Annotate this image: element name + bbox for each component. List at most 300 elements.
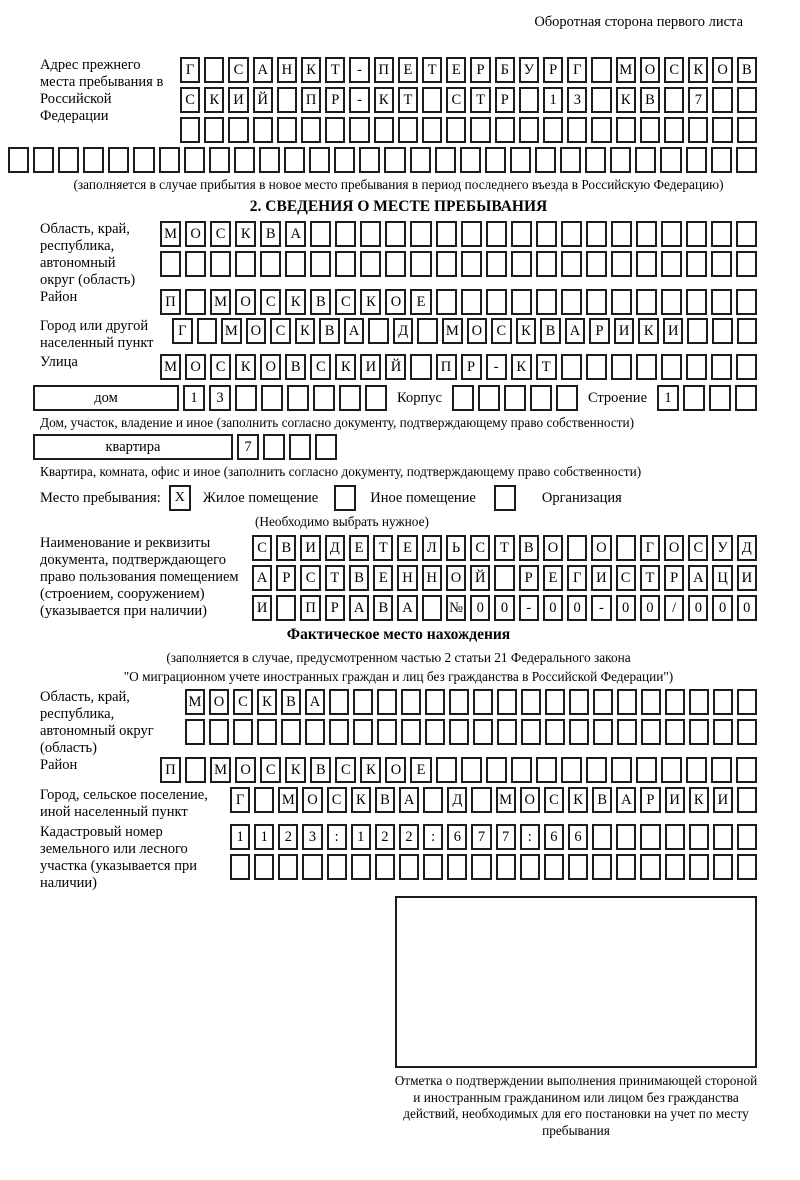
- char-cell[interactable]: 1: [230, 824, 250, 850]
- char-cell[interactable]: 0: [470, 595, 490, 621]
- char-cell[interactable]: [486, 289, 507, 315]
- char-cell[interactable]: [497, 689, 517, 715]
- char-cell[interactable]: М: [496, 787, 516, 813]
- char-cell[interactable]: [284, 147, 305, 173]
- char-cell[interactable]: 0: [737, 595, 757, 621]
- char-cell[interactable]: В: [285, 354, 306, 380]
- char-cell[interactable]: [712, 87, 732, 113]
- char-cell[interactable]: О: [640, 57, 660, 83]
- char-cell[interactable]: В: [260, 221, 281, 247]
- char-cell[interactable]: К: [285, 757, 306, 783]
- char-cell[interactable]: С: [310, 354, 331, 380]
- checkbox-residential[interactable]: X: [169, 485, 191, 511]
- char-cell[interactable]: Д: [393, 318, 414, 344]
- char-cell[interactable]: [425, 689, 445, 715]
- char-cell[interactable]: [385, 221, 406, 247]
- char-cell[interactable]: [335, 251, 356, 277]
- char-cell[interactable]: О: [520, 787, 540, 813]
- char-cell[interactable]: [436, 251, 457, 277]
- char-cell[interactable]: Р: [543, 57, 563, 83]
- char-cell[interactable]: [736, 757, 757, 783]
- char-cell[interactable]: [567, 535, 587, 561]
- char-cell[interactable]: Р: [325, 87, 345, 113]
- char-cell[interactable]: [302, 854, 322, 880]
- char-cell[interactable]: [617, 719, 637, 745]
- char-cell[interactable]: [511, 757, 532, 783]
- char-cell[interactable]: [399, 854, 419, 880]
- char-cell[interactable]: [519, 117, 539, 143]
- char-cell[interactable]: [335, 221, 356, 247]
- char-cell[interactable]: В: [281, 689, 301, 715]
- char-cell[interactable]: Й: [470, 565, 490, 591]
- char-cell[interactable]: [686, 147, 707, 173]
- char-cell[interactable]: Д: [325, 535, 345, 561]
- char-cell[interactable]: [689, 824, 709, 850]
- char-cell[interactable]: [334, 147, 355, 173]
- char-cell[interactable]: 0: [494, 595, 514, 621]
- char-cell[interactable]: Н: [422, 565, 442, 591]
- char-cell[interactable]: И: [614, 318, 635, 344]
- char-cell[interactable]: [636, 289, 657, 315]
- char-cell[interactable]: Р: [461, 354, 482, 380]
- char-cell[interactable]: М: [160, 221, 181, 247]
- char-cell[interactable]: С: [260, 289, 281, 315]
- char-cell[interactable]: [278, 854, 298, 880]
- char-cell[interactable]: [422, 595, 442, 621]
- char-cell[interactable]: [712, 318, 733, 344]
- char-cell[interactable]: [530, 385, 552, 411]
- char-cell[interactable]: В: [640, 87, 660, 113]
- char-cell[interactable]: О: [385, 289, 406, 315]
- char-cell[interactable]: [287, 385, 309, 411]
- char-cell[interactable]: [617, 689, 637, 715]
- char-cell[interactable]: В: [375, 787, 395, 813]
- char-cell[interactable]: [636, 354, 657, 380]
- char-cell[interactable]: [636, 221, 657, 247]
- char-cell[interactable]: [461, 251, 482, 277]
- char-cell[interactable]: Г: [230, 787, 250, 813]
- char-cell[interactable]: [536, 757, 557, 783]
- char-cell[interactable]: [197, 318, 218, 344]
- char-cell[interactable]: [478, 385, 500, 411]
- char-cell[interactable]: [159, 147, 180, 173]
- char-cell[interactable]: О: [712, 57, 732, 83]
- char-cell[interactable]: [401, 719, 421, 745]
- char-cell[interactable]: [521, 689, 541, 715]
- char-cell[interactable]: К: [638, 318, 659, 344]
- char-cell[interactable]: [510, 147, 531, 173]
- char-cell[interactable]: [410, 221, 431, 247]
- char-cell[interactable]: [591, 57, 611, 83]
- char-cell[interactable]: -: [591, 595, 611, 621]
- char-cell[interactable]: С: [260, 757, 281, 783]
- char-cell[interactable]: Т: [640, 565, 660, 591]
- char-cell[interactable]: О: [260, 354, 281, 380]
- char-cell[interactable]: В: [519, 535, 539, 561]
- char-cell[interactable]: [592, 854, 612, 880]
- char-cell[interactable]: [422, 87, 442, 113]
- char-cell[interactable]: К: [301, 57, 321, 83]
- char-cell[interactable]: С: [300, 565, 320, 591]
- char-cell[interactable]: [436, 757, 457, 783]
- char-cell[interactable]: [616, 854, 636, 880]
- char-cell[interactable]: В: [737, 57, 757, 83]
- char-cell[interactable]: [519, 87, 539, 113]
- char-cell[interactable]: [423, 854, 443, 880]
- char-cell[interactable]: [365, 385, 387, 411]
- char-cell[interactable]: П: [300, 595, 320, 621]
- char-cell[interactable]: :: [327, 824, 347, 850]
- char-cell[interactable]: [686, 354, 707, 380]
- char-cell[interactable]: [313, 385, 335, 411]
- char-cell[interactable]: [185, 757, 206, 783]
- char-cell[interactable]: О: [185, 221, 206, 247]
- char-cell[interactable]: [664, 87, 684, 113]
- char-cell[interactable]: [711, 354, 732, 380]
- char-cell[interactable]: 0: [712, 595, 732, 621]
- char-cell[interactable]: М: [442, 318, 463, 344]
- char-cell[interactable]: [460, 147, 481, 173]
- char-cell[interactable]: Й: [385, 354, 406, 380]
- char-cell[interactable]: А: [349, 595, 369, 621]
- char-cell[interactable]: [737, 854, 757, 880]
- char-cell[interactable]: И: [665, 787, 685, 813]
- char-cell[interactable]: А: [616, 787, 636, 813]
- char-cell[interactable]: [353, 719, 373, 745]
- char-cell[interactable]: [641, 689, 661, 715]
- char-cell[interactable]: [449, 689, 469, 715]
- char-cell[interactable]: К: [360, 289, 381, 315]
- char-cell[interactable]: [711, 289, 732, 315]
- char-cell[interactable]: [230, 854, 250, 880]
- char-cell[interactable]: [737, 787, 757, 813]
- char-cell[interactable]: [495, 117, 515, 143]
- char-cell[interactable]: Е: [373, 565, 393, 591]
- char-cell[interactable]: /: [664, 595, 684, 621]
- char-cell[interactable]: С: [491, 318, 512, 344]
- char-cell[interactable]: [204, 117, 224, 143]
- char-cell[interactable]: [254, 787, 274, 813]
- char-cell[interactable]: В: [592, 787, 612, 813]
- char-cell[interactable]: Т: [470, 87, 490, 113]
- char-cell[interactable]: [736, 289, 757, 315]
- char-cell[interactable]: Г: [567, 57, 587, 83]
- char-cell[interactable]: 6: [568, 824, 588, 850]
- char-cell[interactable]: [504, 385, 526, 411]
- char-cell[interactable]: [470, 117, 490, 143]
- char-cell[interactable]: [610, 147, 631, 173]
- char-cell[interactable]: [536, 221, 557, 247]
- char-cell[interactable]: [410, 147, 431, 173]
- char-cell[interactable]: [665, 719, 685, 745]
- char-cell[interactable]: [184, 147, 205, 173]
- char-cell[interactable]: О: [467, 318, 488, 344]
- char-cell[interactable]: [435, 147, 456, 173]
- char-cell[interactable]: [327, 854, 347, 880]
- char-cell[interactable]: Л: [422, 535, 442, 561]
- char-cell[interactable]: О: [664, 535, 684, 561]
- char-cell[interactable]: [611, 354, 632, 380]
- char-cell[interactable]: У: [519, 57, 539, 83]
- char-cell[interactable]: [521, 719, 541, 745]
- char-cell[interactable]: А: [305, 689, 325, 715]
- char-cell[interactable]: [83, 147, 104, 173]
- char-cell[interactable]: О: [185, 354, 206, 380]
- char-cell[interactable]: [713, 719, 733, 745]
- char-cell[interactable]: [737, 117, 757, 143]
- char-cell[interactable]: [560, 147, 581, 173]
- char-cell[interactable]: 0: [688, 595, 708, 621]
- char-cell[interactable]: [635, 147, 656, 173]
- char-cell[interactable]: [461, 221, 482, 247]
- char-cell[interactable]: Й: [253, 87, 273, 113]
- char-cell[interactable]: [737, 318, 758, 344]
- char-cell[interactable]: В: [373, 595, 393, 621]
- char-cell[interactable]: Т: [422, 57, 442, 83]
- char-cell[interactable]: 1: [543, 87, 563, 113]
- char-cell[interactable]: [235, 385, 257, 411]
- char-cell[interactable]: К: [204, 87, 224, 113]
- char-cell[interactable]: -: [349, 87, 369, 113]
- char-cell[interactable]: [661, 289, 682, 315]
- char-cell[interactable]: [359, 147, 380, 173]
- char-cell[interactable]: [263, 434, 285, 460]
- char-cell[interactable]: [665, 854, 685, 880]
- char-cell[interactable]: [567, 117, 587, 143]
- char-cell[interactable]: Е: [349, 535, 369, 561]
- char-cell[interactable]: [277, 117, 297, 143]
- char-cell[interactable]: А: [688, 565, 708, 591]
- char-cell[interactable]: К: [374, 87, 394, 113]
- char-cell[interactable]: [569, 689, 589, 715]
- char-cell[interactable]: [536, 251, 557, 277]
- char-cell[interactable]: [446, 117, 466, 143]
- char-cell[interactable]: [33, 147, 54, 173]
- char-cell[interactable]: [384, 147, 405, 173]
- char-cell[interactable]: [353, 689, 373, 715]
- char-cell[interactable]: Г: [567, 565, 587, 591]
- char-cell[interactable]: [471, 854, 491, 880]
- checkbox-organization[interactable]: [494, 485, 516, 511]
- char-cell[interactable]: [687, 318, 708, 344]
- char-cell[interactable]: [204, 57, 224, 83]
- char-cell[interactable]: М: [210, 757, 231, 783]
- char-cell[interactable]: [611, 757, 632, 783]
- char-cell[interactable]: А: [344, 318, 365, 344]
- char-cell[interactable]: [737, 87, 757, 113]
- char-cell[interactable]: [253, 117, 273, 143]
- char-cell[interactable]: [301, 117, 321, 143]
- char-cell[interactable]: [640, 824, 660, 850]
- char-cell[interactable]: П: [436, 354, 457, 380]
- char-cell[interactable]: [486, 757, 507, 783]
- char-cell[interactable]: С: [210, 354, 231, 380]
- char-cell[interactable]: [8, 147, 29, 173]
- char-cell[interactable]: [315, 434, 337, 460]
- char-cell[interactable]: [339, 385, 361, 411]
- char-cell[interactable]: К: [235, 221, 256, 247]
- char-cell[interactable]: Р: [664, 565, 684, 591]
- char-cell[interactable]: [58, 147, 79, 173]
- char-cell[interactable]: [377, 719, 397, 745]
- char-cell[interactable]: [520, 854, 540, 880]
- char-cell[interactable]: М: [185, 689, 205, 715]
- char-cell[interactable]: К: [511, 354, 532, 380]
- char-cell[interactable]: 3: [567, 87, 587, 113]
- char-cell[interactable]: [461, 289, 482, 315]
- char-cell[interactable]: К: [516, 318, 537, 344]
- char-cell[interactable]: С: [470, 535, 490, 561]
- char-cell[interactable]: 7: [471, 824, 491, 850]
- char-cell[interactable]: К: [257, 689, 277, 715]
- char-cell[interactable]: С: [252, 535, 272, 561]
- char-cell[interactable]: С: [688, 535, 708, 561]
- char-cell[interactable]: [561, 354, 582, 380]
- char-cell[interactable]: [585, 147, 606, 173]
- char-cell[interactable]: [586, 289, 607, 315]
- char-cell[interactable]: №: [446, 595, 466, 621]
- char-cell[interactable]: [736, 147, 757, 173]
- char-cell[interactable]: О: [302, 787, 322, 813]
- char-cell[interactable]: [349, 117, 369, 143]
- char-cell[interactable]: [661, 221, 682, 247]
- char-cell[interactable]: А: [565, 318, 586, 344]
- char-cell[interactable]: 3: [209, 385, 231, 411]
- char-cell[interactable]: [561, 289, 582, 315]
- char-cell[interactable]: [616, 535, 636, 561]
- char-cell[interactable]: П: [160, 757, 181, 783]
- char-cell[interactable]: [689, 719, 709, 745]
- char-cell[interactable]: [209, 719, 229, 745]
- char-cell[interactable]: [329, 719, 349, 745]
- char-cell[interactable]: Р: [519, 565, 539, 591]
- char-cell[interactable]: :: [520, 824, 540, 850]
- char-cell[interactable]: С: [616, 565, 636, 591]
- char-cell[interactable]: :: [423, 824, 443, 850]
- char-cell[interactable]: [261, 385, 283, 411]
- char-cell[interactable]: Г: [640, 535, 660, 561]
- char-cell[interactable]: [686, 251, 707, 277]
- char-cell[interactable]: А: [252, 565, 272, 591]
- char-cell[interactable]: [545, 719, 565, 745]
- char-cell[interactable]: [329, 689, 349, 715]
- char-cell[interactable]: И: [663, 318, 684, 344]
- char-cell[interactable]: М: [278, 787, 298, 813]
- char-cell[interactable]: [586, 221, 607, 247]
- char-cell[interactable]: [713, 854, 733, 880]
- char-cell[interactable]: [473, 719, 493, 745]
- char-cell[interactable]: [737, 719, 757, 745]
- char-cell[interactable]: О: [246, 318, 267, 344]
- char-cell[interactable]: Р: [495, 87, 515, 113]
- char-cell[interactable]: [616, 824, 636, 850]
- char-cell[interactable]: П: [301, 87, 321, 113]
- char-cell[interactable]: С: [228, 57, 248, 83]
- char-cell[interactable]: [561, 221, 582, 247]
- char-cell[interactable]: [636, 251, 657, 277]
- char-cell[interactable]: 7: [496, 824, 516, 850]
- char-cell[interactable]: 3: [302, 824, 322, 850]
- char-cell[interactable]: [497, 719, 517, 745]
- char-cell[interactable]: [586, 251, 607, 277]
- char-cell[interactable]: [471, 787, 491, 813]
- char-cell[interactable]: П: [374, 57, 394, 83]
- char-cell[interactable]: [611, 221, 632, 247]
- char-cell[interactable]: Р: [470, 57, 490, 83]
- char-cell[interactable]: 6: [544, 824, 564, 850]
- char-cell[interactable]: [592, 824, 612, 850]
- char-cell[interactable]: [228, 117, 248, 143]
- char-cell[interactable]: [436, 221, 457, 247]
- char-cell[interactable]: Е: [543, 565, 563, 591]
- char-cell[interactable]: [234, 147, 255, 173]
- char-cell[interactable]: [235, 251, 256, 277]
- char-cell[interactable]: В: [310, 757, 331, 783]
- char-cell[interactable]: Т: [398, 87, 418, 113]
- char-cell[interactable]: [535, 147, 556, 173]
- char-cell[interactable]: В: [319, 318, 340, 344]
- char-cell[interactable]: О: [235, 289, 256, 315]
- char-cell[interactable]: [709, 385, 731, 411]
- char-cell[interactable]: [736, 221, 757, 247]
- char-cell[interactable]: [636, 757, 657, 783]
- char-cell[interactable]: [281, 719, 301, 745]
- char-cell[interactable]: [417, 318, 438, 344]
- char-cell[interactable]: [711, 147, 732, 173]
- char-cell[interactable]: 6: [447, 824, 467, 850]
- char-cell[interactable]: В: [310, 289, 331, 315]
- char-cell[interactable]: [180, 117, 200, 143]
- char-cell[interactable]: [133, 147, 154, 173]
- char-cell[interactable]: Ь: [446, 535, 466, 561]
- char-cell[interactable]: С: [210, 221, 231, 247]
- char-cell[interactable]: 2: [399, 824, 419, 850]
- char-cell[interactable]: [277, 87, 297, 113]
- char-cell[interactable]: Б: [495, 57, 515, 83]
- char-cell[interactable]: [486, 221, 507, 247]
- char-cell[interactable]: С: [270, 318, 291, 344]
- char-cell[interactable]: 0: [616, 595, 636, 621]
- char-cell[interactable]: [611, 289, 632, 315]
- char-cell[interactable]: [289, 434, 311, 460]
- char-cell[interactable]: М: [210, 289, 231, 315]
- char-cell[interactable]: В: [349, 565, 369, 591]
- char-cell[interactable]: К: [616, 87, 636, 113]
- char-cell[interactable]: [591, 117, 611, 143]
- char-cell[interactable]: [368, 318, 389, 344]
- char-cell[interactable]: Г: [172, 318, 193, 344]
- char-cell[interactable]: [593, 719, 613, 745]
- char-cell[interactable]: [375, 854, 395, 880]
- char-cell[interactable]: [544, 854, 564, 880]
- char-cell[interactable]: М: [221, 318, 242, 344]
- char-cell[interactable]: Д: [447, 787, 467, 813]
- char-cell[interactable]: С: [664, 57, 684, 83]
- char-cell[interactable]: С: [335, 757, 356, 783]
- char-cell[interactable]: 1: [657, 385, 679, 411]
- char-cell[interactable]: И: [591, 565, 611, 591]
- char-cell[interactable]: Т: [373, 535, 393, 561]
- char-cell[interactable]: А: [253, 57, 273, 83]
- char-cell[interactable]: [259, 147, 280, 173]
- char-cell[interactable]: Е: [446, 57, 466, 83]
- char-cell[interactable]: [665, 824, 685, 850]
- char-cell[interactable]: К: [351, 787, 371, 813]
- char-cell[interactable]: К: [335, 354, 356, 380]
- char-cell[interactable]: 0: [543, 595, 563, 621]
- char-cell[interactable]: [325, 117, 345, 143]
- char-cell[interactable]: Н: [277, 57, 297, 83]
